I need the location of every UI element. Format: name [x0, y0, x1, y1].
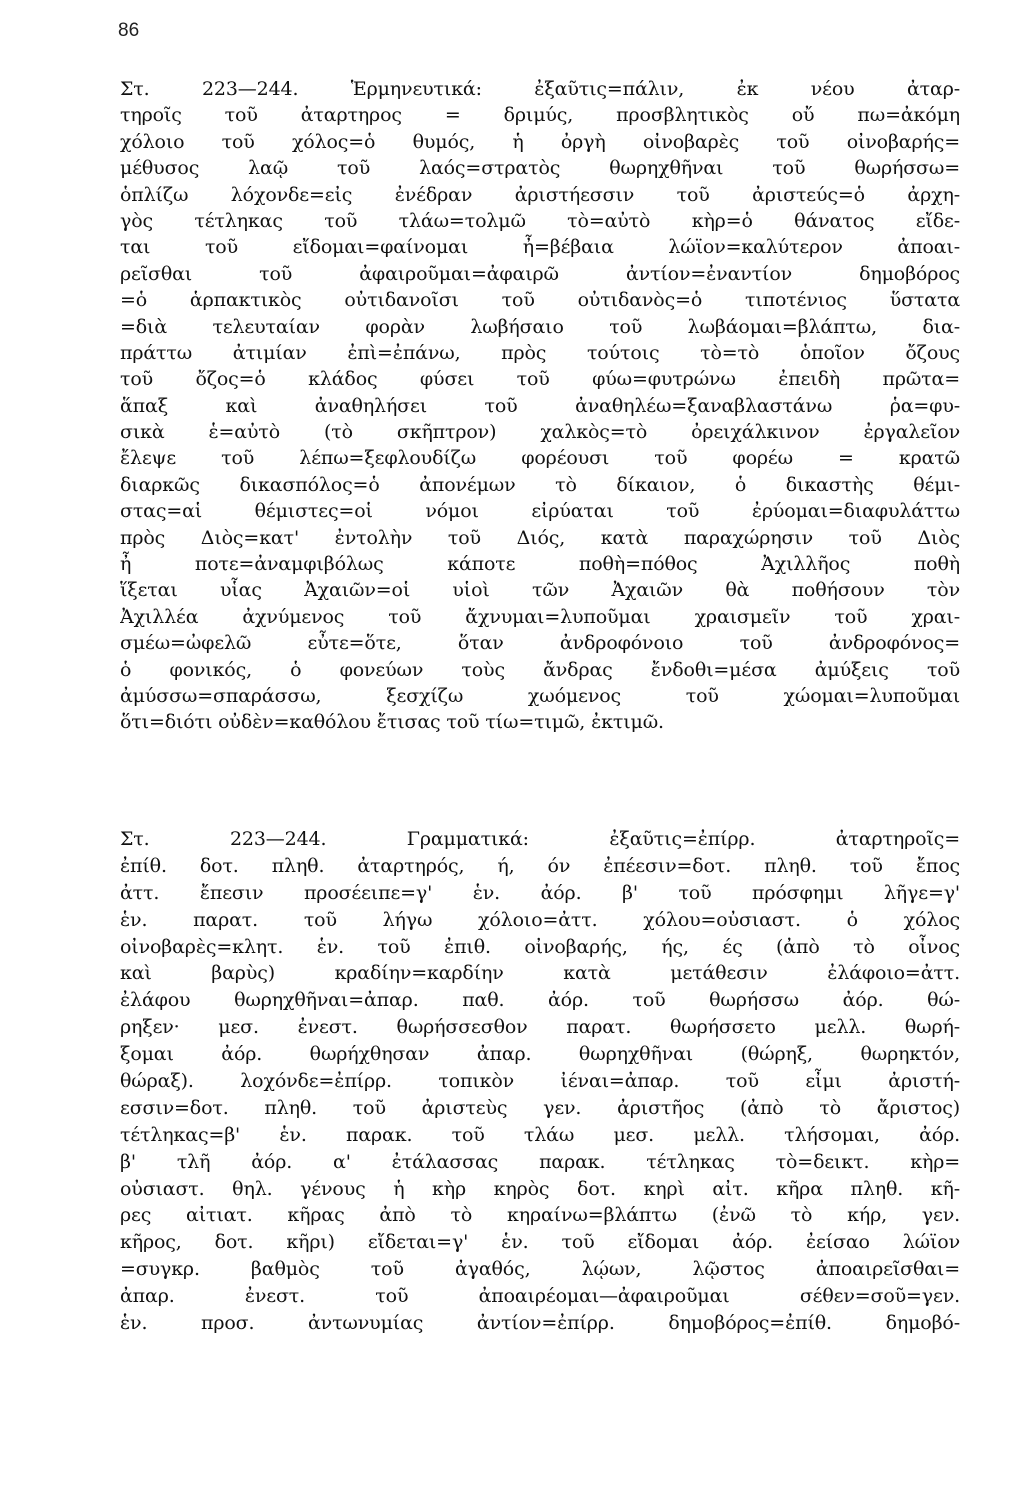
text-line: ἐπίθ. δοτ. πληθ. ἀταρτηρός, ή, όν ἐπέεσιν=δοτ. πληθ. τοῦ ἔπος	[120, 854, 960, 877]
text-line: ρεῖσθαι τοῦ ἀφαιροῦμαι=ἀφαιρῶ ἀντίον=ἐναντίον δημοβόρος	[120, 262, 960, 285]
page-number: 86	[118, 20, 140, 41]
text-line: =διὰ τελευταίαν φορὰν λωβήσαιο τοῦ λωβάομαι=βλάπτω, δια-	[120, 315, 960, 338]
text-line: τηροῖς τοῦ ἀταρτηρος = δριμύς, προσβλητικὸς οὔ πω=ἀκόμη	[120, 104, 960, 127]
text-line: καὶ βαρὺς) κραδίην=καρδίην κατὰ μετάθεσιν ἐλάφοιο=ἀττ.	[120, 962, 960, 985]
text-line: Ἀχιλλέα ἀχνύμενος τοῦ ἄχνυμαι=λυποῦμαι χραισμεῖν τοῦ χραι-	[120, 605, 960, 628]
text-line: τέτληκας=β' ἑν. παρακ. τοῦ τλάω μεσ. μελλ. τλήσομαι, ἀόρ.	[120, 1123, 960, 1146]
text-line: πρὸς Διὸς=κατ' ἐντολὴν τοῦ Διός, κατὰ παραχώρησιν τοῦ Διὸς	[120, 526, 960, 549]
text-line: ἔλεψε τοῦ λέπω=ξεφλουδίζω φορέουσι τοῦ φορέω = κρατῶ	[120, 447, 960, 470]
text-line: ἀττ. ἔπεσιν προσέειπε=γ' ἑν. ἀόρ. β' τοῦ πρόσφημι λῆγε=γ'	[120, 881, 960, 904]
text-line: διαρκῶς δικασπόλος=ὁ ἀπονέμων τὸ δίκαιον, ὁ δικαστὴς θέμι-	[120, 473, 960, 496]
text-line: =συγκρ. βαθμὸς τοῦ ἀγαθός, λῴων, λῷστος ἀποαιρεῖσθαι=	[120, 1258, 960, 1281]
text-line: κῆρος, δοτ. κῆρι) εἴδεται=γ' ἑν. τοῦ εἴδομαι ἀόρ. ἐείσαο λώϊον	[120, 1231, 960, 1254]
text-line: εσσιν=δοτ. πληθ. τοῦ ἀριστεὺς γεν. ἀριστῆος (ἀπὸ τὸ ἄριστος)	[120, 1096, 960, 1119]
text-line: β' τλῆ ἀόρ. α' ἐτάλασσας παρακ. τέτληκας τὸ=δεικτ. κὴρ=	[120, 1150, 960, 1173]
text-line: =ὁ ἁρπακτικὸς οὐτιδανοῖσι τοῦ οὐτιδανὸς=ὁ τιποτένιος ὕστατα	[120, 289, 960, 312]
text-line: πράττω ἀτιμίαν ἐπὶ=ἐπάνω, πρὸς τούτοις τὸ=τὸ ὁποῖον ὄζους	[120, 341, 960, 364]
text-line: ἦ ποτε=ἀναμφιβόλως κάποτε ποθὴ=πόθος Ἀχιλλῆος ποθὴ	[120, 553, 960, 576]
text-line: ἀπαρ. ἐνεστ. τοῦ ἀποαιρέομαι—ἀφαιροῦμαι σέθεν=σοῦ=γεν.	[120, 1285, 960, 1308]
grammar-section	[120, 826, 960, 1337]
text-line: σμέω=ὠφελῶ εὖτε=ὅτε, ὅταν ἀνδροφόνοιο τοῦ ἀνδροφόνος=	[120, 632, 960, 655]
text-line: ἑν. παρατ. τοῦ λήγω χόλοιο=ἀττ. χόλου=οὐσιαστ. ὁ χόλος	[120, 908, 960, 931]
text-line: ρηξεν· μεσ. ἐνεστ. θωρήσσεσθον παρατ. θωρήσσετο μελλ. θωρή-	[120, 1016, 960, 1039]
text-line: ἵξεται υἷας Ἀχαιῶν=οἱ υἱοὶ τῶν Ἀχαιῶν θὰ ποθήσουν τὸν	[120, 579, 960, 602]
text-line: σικὰ ἑ=αὐτὸ (τὸ σκῆπτρον) χαλκὸς=τὸ ὀρειχάλκινον ἐργαλεῖον	[120, 421, 960, 444]
text-line: ξομαι ἀόρ. θωρήχθησαν ἀπαρ. θωρηχθῆναι (θώρηξ, θωρηκτόν,	[120, 1043, 960, 1066]
text-line: ὁπλίζω λόχονδε=εἰς ἐνέδραν ἀριστήεσσιν τοῦ ἀριστεύς=ὁ ἀρχη-	[120, 183, 960, 206]
text-line: οἰνοβαρὲς=κλητ. ἑν. τοῦ ἐπιθ. οἰνοβαρής, ής, ές (ἀπὸ τὸ οἶνος	[120, 935, 960, 958]
text-line: ὅτι=διότι οὐδὲν=καθόλου ἔτισας τοῦ τίω=τιμῶ, ἐκτιμῶ.	[120, 711, 664, 734]
text-line: μέθυσος λαῷ τοῦ λαός=στρατὸς θωρηχθῆναι τοῦ θωρήσσω=	[120, 157, 960, 180]
text-line: ἑν. προσ. ἀντωνυμίας ἀντίον=ἐπίρρ. δημοβόρος=ἐπίθ. δημοβό-	[120, 1312, 960, 1335]
text-line: οὐσιαστ. θηλ. γένους ἡ κὴρ κηρὸς δοτ. κηρὶ αἰτ. κῆρα πληθ. κῆ-	[120, 1177, 960, 1200]
hermeneutics-section	[120, 76, 960, 736]
text-line: ἅπαξ καὶ ἀναθηλήσει τοῦ ἀναθηλέω=ξαναβλαστάνω ῥα=φυ-	[120, 394, 960, 417]
text-line: ἀμύσσω=σπαράσσω, ξεσχίζω χωόμενος τοῦ χώομαι=λυποῦμαι	[120, 684, 960, 707]
text-line: Στ. 223—244. Γραμματικά: ἐξαῦτις=ἐπίρρ. ἀταρτηροῖς=	[120, 828, 960, 850]
text-line: ται τοῦ εἴδομαι=φαίνομαι ἦ=βέβαια λώϊον=καλύτερον ἀποαι-	[120, 236, 960, 259]
text-line: ἐλάφου θωρηχθῆναι=ἀπαρ. παθ. ἀόρ. τοῦ θωρήσσω ἀόρ. θώ-	[120, 989, 960, 1012]
text-line: Στ. 223—244. Ἑρμηνευτικά: ἐξαῦτις=πάλιν, ἐκ νέου ἀταρ-	[120, 78, 960, 100]
text-line: τοῦ ὄζος=ὁ κλάδος φύσει τοῦ φύω=φυτρώνω ἐπειδὴ πρῶτα=	[120, 368, 960, 391]
text-line: ρες αἰτιατ. κῆρας ἀπὸ τὸ κηραίνω=βλάπτω (ἐνῶ τὸ κήρ, γεν.	[120, 1204, 960, 1227]
text-line: χόλοιο τοῦ χόλος=ὁ θυμός, ἡ ὀργὴ οἰνοβαρὲς τοῦ οἰνοβαρής=	[120, 130, 960, 153]
text-line: θώραξ). λοχόνδε=ἐπίρρ. τοπικὸν ἰέναι=ἀπαρ. τοῦ εἶμι ἀριστή-	[120, 1070, 960, 1093]
text-line: γὸς τέτληκας τοῦ τλάω=τολμῶ τὸ=αὐτὸ κὴρ=ὁ θάνατος εἴδε-	[120, 209, 960, 232]
text-line: ὁ φονικός, ὁ φονεύων τοὺς ἄνδρας ἔνδοθι=μέσα ἀμύξεις τοῦ	[120, 658, 960, 681]
text-line: στας=αἱ θέμιστες=οἱ νόμοι εἰρύαται τοῦ ἐρύομαι=διαφυλάττω	[120, 500, 960, 523]
